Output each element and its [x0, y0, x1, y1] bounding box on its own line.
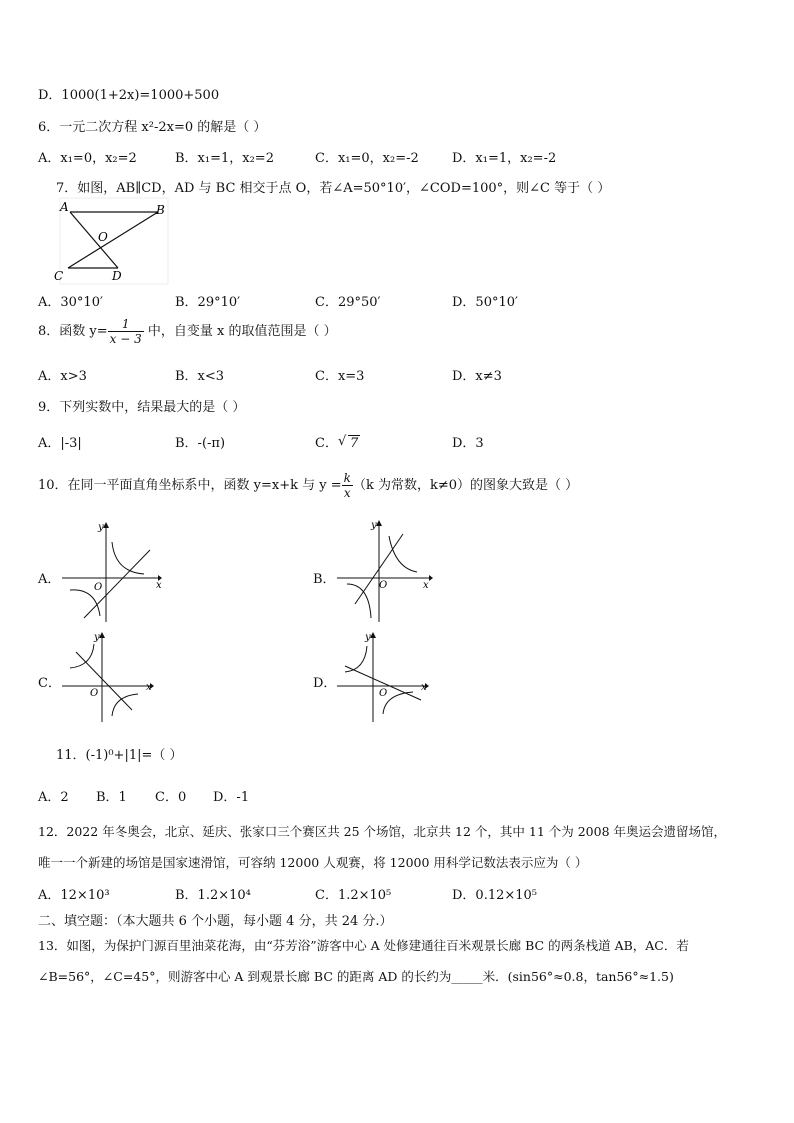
q8-stem-after: 中，自变量 x 的取值范围是（ ）	[143, 324, 337, 339]
q9-option-a: A．|-3|	[38, 436, 82, 451]
q8-frac-den: x − 3	[109, 332, 142, 346]
q5-option-d: D．1000(1+2x)=1000+500	[38, 88, 220, 103]
q9-option-b: B．-(-π)	[175, 436, 226, 451]
svg-text:O: O	[379, 580, 388, 591]
q6-option-b: B．x₁=1，x₂=2	[175, 151, 274, 166]
q12-option-c: C．1.2×10⁵	[315, 888, 392, 903]
q12-option-a: A．12×10³	[38, 888, 110, 903]
svg-text:y: y	[365, 632, 371, 643]
q10-graph-c	[62, 630, 162, 725]
q8-fraction	[108, 318, 144, 345]
q7-stem: 7．如图，AB∥CD，AD 与 BC 相交于点 O，若∠A=50°10′，∠COD=100°，则∠C 等于（ ）	[56, 181, 611, 196]
q8-option-b: B．x<3	[175, 369, 225, 384]
q10-option-b-letter: B．	[313, 572, 336, 587]
q11-option-d: D．-1	[213, 790, 250, 805]
svg-text:y: y	[94, 632, 100, 643]
svg-text:x: x	[421, 682, 427, 693]
q11-option-a: A．2	[38, 790, 69, 805]
q10-option-d-letter: D．	[313, 676, 337, 691]
q10-frac-num: k	[343, 471, 351, 485]
q10-stem	[38, 472, 578, 499]
q9-option-d: D．3	[452, 436, 484, 451]
svg-text:O: O	[94, 582, 103, 593]
svg-text:x: x	[423, 580, 429, 591]
q12-option-b: B．1.2×10⁴	[175, 888, 251, 903]
q7-figure	[50, 198, 175, 288]
q8-frac-num: 1	[121, 317, 130, 331]
q13-line1: 13．如图，为保护门源百里油菜花海，由“芬芳浴”游客中心 A 处修建通往百米观景长廊 BC 的两条栈道 AB，AC．若	[38, 938, 689, 953]
q10-frac-den: x	[343, 486, 351, 500]
q10-graph-b	[337, 518, 437, 623]
q7-label-c: C	[54, 269, 64, 283]
q10-stem-before: 10．在同一平面直角坐标系中，函数 y=x+k 与 y =	[38, 478, 342, 493]
q7-segment-ad	[70, 212, 118, 268]
q7-label-b: B	[156, 203, 165, 217]
q7-label-d: D	[112, 269, 122, 283]
svg-text:x: x	[146, 682, 152, 693]
q6-stem: 6．一元二次方程 x²-2x=0 的解是（ ）	[38, 120, 267, 135]
q6-option-d: D．x₁=1，x₂=-2	[452, 151, 557, 166]
section2-heading: 二、填空题：（本大题共 6 个小题，每小题 4 分，共 24 分.）	[38, 914, 393, 929]
q7-label-a: A	[60, 200, 69, 214]
q13-line2: ∠B=56°，∠C=45°，则游客中心 A 到观景长廊 BC 的距离 AD 的长约为_____米．(sin56°≈0.8，tan56°≈1.5)	[38, 969, 674, 984]
q10-fraction	[342, 472, 353, 499]
q7-segment-bc	[68, 212, 158, 268]
q8-option-a: A．x>3	[38, 369, 87, 384]
q10-graph-d	[337, 630, 437, 725]
q10-stem-after: （k 为常数，k≠0）的图象大致是（ ）	[352, 478, 579, 493]
svg-text:O: O	[379, 688, 388, 699]
q7-option-d: D．50°10′	[452, 295, 518, 310]
q8-stem-before: 8．函数 y=	[38, 324, 108, 339]
q7-option-c: C．29°50′	[315, 295, 381, 310]
q11-option-b: B．1	[96, 790, 127, 805]
q8-stem	[38, 318, 337, 345]
q11-option-c: C．0	[155, 790, 187, 805]
q9-option-c	[315, 432, 360, 451]
q8-option-d: D．x≠3	[452, 369, 502, 384]
q9-option-c-letter: C．	[315, 436, 338, 451]
q9-sqrt-radicand: 7	[349, 436, 359, 451]
q8-option-c: C．x=3	[315, 369, 365, 384]
q7-label-o: O	[98, 230, 108, 244]
svg-text:y: y	[371, 520, 377, 531]
q6-option-c: C．x₁=0，x₂=-2	[315, 151, 419, 166]
q12-option-d: D．0.12×10⁵	[452, 888, 538, 903]
q11-stem: 11．(-1)⁰+|1|=（ ）	[56, 748, 183, 763]
q9-stem: 9．下列实数中，结果最大的是（ ）	[38, 400, 246, 415]
q10-graph-a	[62, 520, 162, 625]
q12-line2: 唯一一个新建的场馆是国家速滑馆，可容纳 12000 人观赛，将 12000 用科学记数法表示应为（ ）	[38, 855, 588, 870]
q7-option-a: A．30°10′	[38, 295, 103, 310]
q9-sqrt: √ 7	[337, 434, 359, 451]
q10-option-c-letter: C．	[38, 676, 61, 691]
svg-text:O: O	[90, 688, 99, 699]
q12-line1: 12．2022 年冬奥会，北京、延庆、张家口三个赛区共 25 个场馆，北京共 12 个，其中 11 个为 2008 年奥运会遗留场馆，	[38, 824, 727, 839]
q10-option-a-letter: A．	[38, 572, 61, 587]
svg-text:x: x	[156, 580, 162, 591]
svg-text:y: y	[98, 522, 104, 533]
q7-option-b: B．29°10′	[175, 295, 241, 310]
q6-option-a: A．x₁=0，x₂=2	[38, 151, 137, 166]
